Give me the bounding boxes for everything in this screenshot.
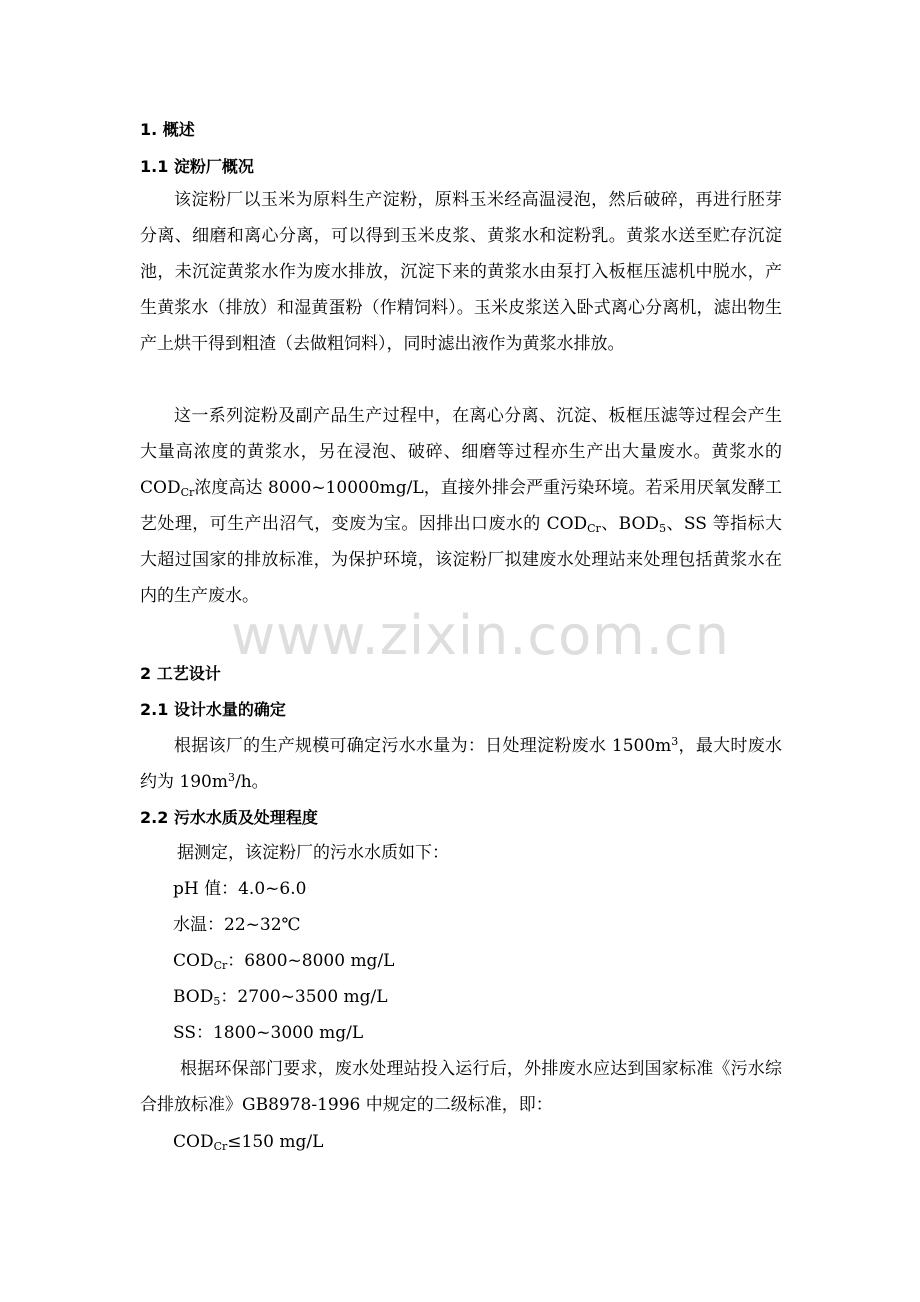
quality-temperature: 水温：22~32℃ <box>173 915 301 935</box>
paragraph-water-volume: 根据该厂的生产规模可确定污水水量为：日处理淀粉废水 $1500m^3$，最大时废水约为 $190m^3/h$。 <box>140 735 782 792</box>
section-1-1-title: 1.1 淀粉厂概况 <box>140 157 254 176</box>
watermark: www.zixin.com.cn <box>231 604 730 667</box>
quality-ph: pH 值：4.0~6.0 <box>173 879 307 899</box>
limit-cod: $COD_{Cr}\le 150$ mg/L <box>173 1132 324 1153</box>
paragraph-wastewater: 这一系列淀粉及副产品生产过程中，在离心分离、沉淀、板框压滤等过程会产生大量高浓度的黄浆水，另在浸泡、破碎、细磨等过程亦生产出大量废水。黄浆水的 $COD_{Cr}$浓度高达 8000~10000mg/L，直接外排会严重污染环境。若采用厌氧发酵工艺处理，可生产出沼气，变废为宝。因排出口废水的 $COD_{Cr}$、$BOD_5$、SS 等指标大大超过国家的排放标准，为保护环境，该淀粉厂拟建废水处理站来处理包括黄浆水在内的生产废水。 <box>140 406 782 606</box>
quality-bod: $BOD_5$：2700~3500 mg/L <box>173 987 388 1008</box>
quality-cod: $COD_{Cr}$：6800~8000 mg/L <box>173 951 395 972</box>
paragraph-overview: 该淀粉厂以玉米为原料生产淀粉，原料玉米经高温浸泡，然后破碎，再进行胚芽分离、细磨和离心分离，可以得到玉米皮浆、黄浆水和淀粉乳。黄浆水送至贮存沉淀池，未沉淀黄浆水作为废水排放，沉淀下来的黄浆水由泵打入板框压滤机中脱水，产生黄浆水（排放）和湿黄蛋粉（作精饲料）。玉米皮浆送入卧式离心分离机，滤出物生产上烘干得到粗渣（去做粗饲料），同时滤出液作为黄浆水排放。 <box>140 190 782 354</box>
quality-intro: 据测定，该淀粉厂的污水水质如下： <box>177 843 449 863</box>
section-2-2-title: 2.2 污水水质及处理程度 <box>140 808 318 827</box>
paragraph-standard: 根据环保部门要求，废水处理站投入运行后，外排废水应达到国家标准《污水综合排放标准》GB8978-1996 中规定的二级标准，即： <box>140 1059 782 1115</box>
section-2-title: 2 工艺设计 <box>140 664 221 683</box>
quality-ss: SS：1800~3000 mg/L <box>173 1023 364 1043</box>
section-2-1-title: 2.1 设计水量的确定 <box>140 700 286 719</box>
section-1-title: 1. 概述 <box>140 120 195 139</box>
